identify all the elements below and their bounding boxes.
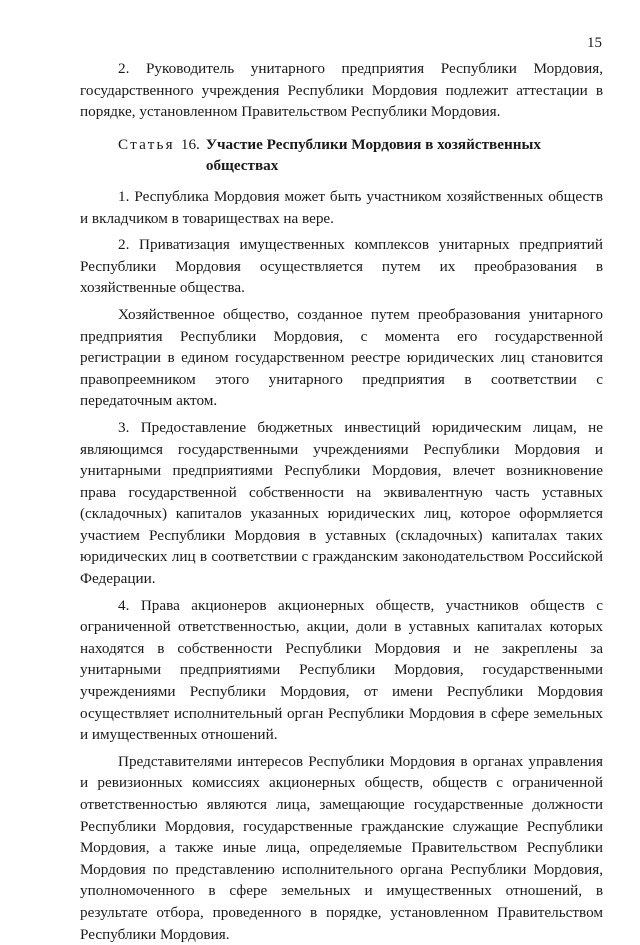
paragraph-3-budget-investments: 3. Предоставление бюджетных инвестиций юридическим лицам, не являющимся государственными учреждениями Республики Мордовия и унитарными предприятиями Республики Мордовия, влечет возникновение права государственной собственности на эквивалентную часть уставных (складочных) капиталов указанных юридических лиц, которое оформляется участием Республики Мордовия в уставных (складочных) капиталах таких юридических лиц в соответствии с гражданским законодательством Российской Федерации. bbox=[80, 418, 603, 588]
paragraph-4-shareholder-rights: 4. Права акционеров акционерных обществ, участников обществ с ограниченной ответственностью, акции, доли в уставных капиталах которых находятся в собственности Республики Мордовия и не закреплены за унитарными предприятиями Республики Мордовия, государственными учреждениями Республики Мордовия, от имени Республики Мордовия осуществляет исполнительный орган Республики Мордовия в сфере земельных и имущественных отношений. bbox=[80, 596, 603, 744]
article-label-word: Статья bbox=[118, 135, 175, 153]
paragraph-2-successor-company: Хозяйственное общество, созданное путем преобразования унитарного предприятия Республики Мордовия, с момента его государственной регистрации в едином государственном реестре юридических лиц становится правопреемником этого унитарного предприятия в соответствии с передаточным актом. bbox=[80, 305, 603, 410]
article-heading bbox=[80, 134, 603, 177]
paragraph-2-privatization: 2. Приватизация имущественных комплексов унитарных предприятий Республики Мордовия осуществляется путем их преобразования в хозяйственные общества. bbox=[80, 236, 603, 297]
article-label bbox=[118, 134, 200, 156]
page-number: 15 bbox=[587, 35, 602, 51]
article-title: Участие Республики Мордовия в хозяйственных обществах bbox=[205, 135, 541, 175]
paragraph-supervisor-attestation: 2. Руководитель унитарного предприятия Республики Мордовия, государственного учреждения Республики Мордовия подлежит аттестации в порядке, установленном Правительством Республики Мордовия. bbox=[80, 60, 603, 121]
document-body bbox=[80, 58, 603, 945]
paragraph-4-representatives: Представителями интересов Республики Мордовия в органах управления и ревизионных комиссиях акционерных обществ, обществ с ограниченной ответственностью являются лица, замещающие государственные должности Республики Мордовия, государственные гражданские служащие Республики Мордовия, а также иные лица, определяемые Правительством Республики Мордовия по представлению исполнительного органа Республики Мордовия, уполномоченного в сфере земельных и имущественных отношений, в результате отбора, проведенного в порядке, установленном Правительством Республики Мордовия. bbox=[80, 752, 603, 943]
article-label-number: 16. bbox=[180, 135, 200, 153]
paragraph-1-participation: 1. Республика Мордовия может быть участником хозяйственных обществ и вкладчиком в товариществах на вере. bbox=[80, 187, 603, 227]
